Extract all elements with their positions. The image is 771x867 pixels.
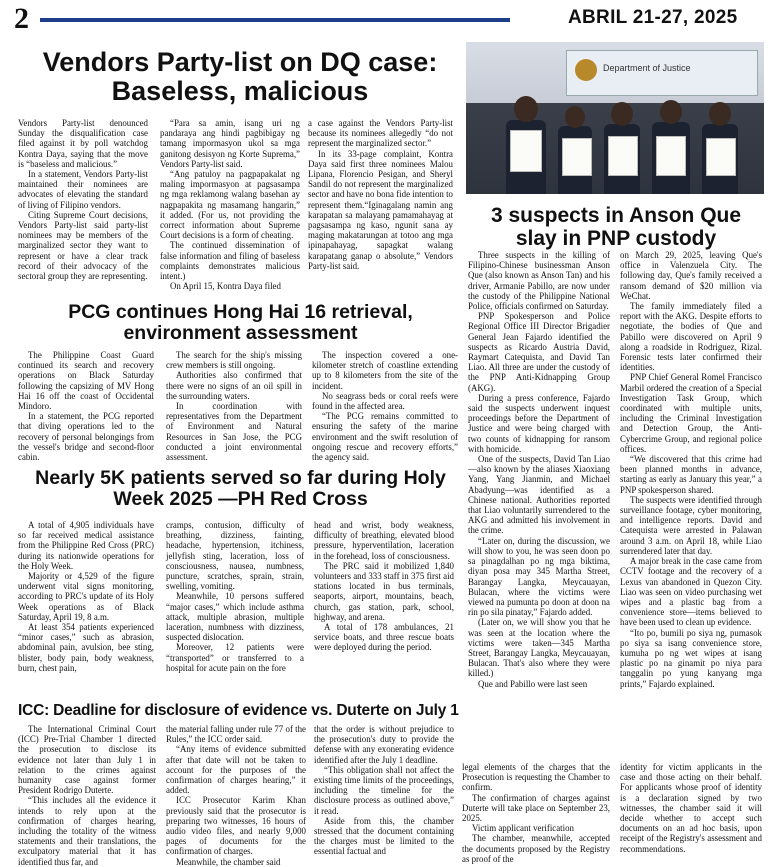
article-icc-col4 [462,762,610,864]
article-icc-col3 [314,724,454,857]
article-pcg-col2 [166,350,302,462]
banner-text: Department of Justice [603,63,691,73]
paragraph: The inspection covered a one-kilometer stretch of coastline extending up to 8 kilometers from the site of the incident. [312,350,458,391]
headline-red-cross: Nearly 5K patients served so far during Holy Week 2025 —PH Red Cross [35,467,446,510]
paragraph: “Later on, during the discussion, we will show to you, he was seen doon po sa pinagdalhan po ng mga biktima, diyan posa may 345 Martha Street, Barangay Langka, Meycauayan, Bulacan, where the victims were viewed na pumunta po doon at doon na rin po sila pinatay,” Fajardo added. [468,535,610,618]
paragraph: The suspects were identified through surveillance footage, cyber monitoring, and intelligence reports. David and Catequista were arrested in Palawan around 3 a.m. on April 18, while Liao surrendered later that day. [620,494,762,556]
paragraph: Citing Supreme Court decisions, Vendors Party-list said party-list nominees may be members of the marginalized sector they want to represent or have a clear track record of their advocacy of the sectoral group they are representing. [18,209,148,282]
certificate [608,136,638,176]
article-icc-col1 [18,724,156,867]
paragraph: The search for the ship's missing crew members is still ongoing. [166,350,302,371]
paragraph: “The PCG remains committed to ensuring the safety of the marine environment and the swift resolution of ongoing rescue and recovery efforts,” the agency said. [312,411,458,463]
article-red-cross-col1 [18,520,154,673]
paragraph: Majority or 4,529 of the figure underwent vital signs monitoring, according to PRC's update of its Holy Week operations as of Black Saturday, April 19, 8 a.m. [18,571,154,622]
paragraph: Authorities also confirmed that there were no signs of an oil spill in the surrounding waters. [166,370,302,401]
paragraph: The chamber, meanwhile, accepted the documents proposed by the Registry as proof of the [462,833,610,864]
headline-anson-que: 3 suspects in Anson Que slay in PNP custody [490,204,742,250]
paragraph: Aside from this, the chamber stressed that the document containing the charges must be limited to the essential factual and [314,815,454,857]
paragraph: At least 354 patients experienced “minor cases,” such as abrasion, abdominal pain, avulsion, bee sting, blister, body pain, body weakness, burn, chest pain, [18,622,154,673]
paragraph: The family immediately filed a report with the AKG. Despite efforts to negotiate, the bodies of Que and Pabillo were discovered on April 9 along a roadside in Rodriguez, Rizal. Forensic tests later confirmed their identities. [620,301,762,373]
issue-date: ABRIL 21-27, 2025 [568,7,738,28]
paragraph: The confirmation of charges against Duterte will take place on September 23, 2025. [462,792,610,824]
certificate [656,136,686,176]
certificate [510,130,542,172]
paragraph: Meanwhile, 10 persons suffered “major cases,” which include asthma attack, multiple abrasion, multiple laceration, numbness with dizziness, suspected dislocation. [166,591,304,643]
photo-banner [566,50,758,96]
paragraph: PNP Spokesperson and Police Regional Office III Director Brigadier General Jean Fajardo identified the suspects as Ricardo Austria David, Raymart Catequista, and David Tan Liao. All three are under the custody of the PNP Anti-Kidnapping Group (AKG). [468,311,610,393]
paragraph: PNP Chief General Romel Francisco Marbil ordered the creation of a Special Investigation Task Group, which coordinated with multiple units, including the Criminal Investigation and Detection Group, the Anti-Cybercrime Group, and regional police offices. [620,372,762,454]
subheading: Victim applicant verification [472,823,574,834]
paragraph: “This includes all the evidence it intends to rely upon at the confirmation of charges hearing, including the totality of the witness statements and their translations, the exculpatory material that it has identified thus far, and [18,795,156,867]
article-vendors-col3 [308,118,453,271]
paragraph: “This obligation shall not affect the existing time limits of the proceedings, including the timeline for the disclosure process as outlined above,” it read. [314,764,454,816]
paragraph: During a press conference, Fajardo said the suspects underwent inquest proceedings before the Department of Justice and were being charged with two counts of kidnapping for ransom with homicide. [468,392,610,454]
paragraph: In its 33-page complaint, Kontra Daya said first three nominees Malou Lipana, Florencio Pesigan, and Sheryl Sandil do not represent the marginalized sector and have no bona fide intention to represent them.“Iginagalang namin ang karapatan sa malayang pamamahayag at pagsasampa ng kaso, ngunit sana ay maging makatarungan at totoo ang mga ipinapahayag, sapagkat walang karapatang ganap o absolute,” Vendors Party-list said. [308,148,453,271]
paragraph: A total of 4,905 individuals have so far received medical assistance from the Philippine Red Cross (PRC) during its nationwide operations for the Holy Week. [18,520,154,571]
paragraph: “We discovered that this crime had been planned months in advance, starting as early as January this year,” a PNP spokesperson shared. [620,454,762,495]
paragraph: cramps, contusion, difficulty of breathing, dizziness, fainting, headache, hypertension, itchiness, jellyfish sting, laceration, loss of consciousness, nausea, numbness, puncture, scratches, sprain, strain, swelling, vomiting. [166,520,304,592]
page-number: 2 [14,2,29,35]
article-red-cross-col2 [166,520,304,673]
paragraph: In a statement, Vendors Party-list maintained their nominees are advocates of elevating the standard of living of Filipino vendors. [18,169,148,210]
paragraph: “Ito po, bumili po siya ng, pumasok po siya sa isang convenience store, kumuha po ng wet wipes at isang plastic po na ginamit po niya para tanggalin po yung kanyang mga prints,” Fajardo explained. [620,627,762,689]
paragraph: “Para sa amin, isang uri ng pandaraya ang hindi pagbibigay ng tamang impormasyon ukol sa mga ganitong desisyon ng Korte Suprema,” Vendors Party-list said. [160,118,300,169]
paragraph: Meanwhile, the chamber said [176,856,281,867]
paragraph: the material falling under rule 77 of the Rules,” the ICC order said. [166,724,306,745]
headline-pcg: PCG continues Hong Hai 16 retrieval, environment assessment [68,301,413,344]
paragraph: Moreover, 12 patients were “transported” or transferred to a hospital for acute pain on the fore [166,642,304,673]
article-vendors-col1 [18,118,148,281]
article-pcg-col3 [312,350,458,462]
paragraph: “Ang patuloy na pagpapakalat ng maling impormasyon at pagsasampa ng mga reklamong walang basehan ay nagpapakita ng masamang hangarin,” it added. (For us, not providing the correct information about Supreme Court decisions is a form of cheating. [160,169,300,241]
article-red-cross-col3 [314,520,454,653]
paragraph: A total of 178 ambulances, 21 service boats, and three rescue boats were deployed during the period. [314,622,454,653]
headline-vendors: Vendors Party-list on DQ case: Baseless, malicious [42,47,438,106]
paragraph: a case against the Vendors Party-list because its nominees allegedly “do not represent the marginalized sector.” [308,118,453,149]
article-anson-que-col2 [620,250,762,689]
article-vendors-col2 [160,118,300,291]
paragraph: In a statement, the PCG reported that diving operations led to the recovery of personal belongings from the vessel's bridge and second-floor cabin. [18,411,154,463]
paragraph: Three suspects in the killing of Filipino-Chinese businessman Anson Que (also known as Anson Tan) and his driver, Armanie Pabillo, are now under the custody of the Philippine National Police, officials confirmed on Saturday. [468,250,610,312]
article-pcg-col1 [18,350,154,462]
article-anson-que-col1 [468,250,610,689]
paragraph: “Any items of evidence submitted after that date will not be taken to account for the purposes of the confirmation of charges hearing,” it added. [166,744,306,796]
article-icc-col2 [166,724,306,867]
paragraph: on March 29, 2025, leaving Que's office in Valenzuela City. The following day, Que's family received a ransom demand of $20 million via WeChat. [620,250,762,301]
paragraph: In coordination with representatives from the Department of Environment and Natural Resources in San Jose, the PCG conducted a joint environmental assessment. [166,401,302,463]
certificate [562,138,592,176]
headline-icc: ICC: Deadline for disclosure of evidence vs. Duterte on July 1 [18,702,459,719]
certificate [706,138,736,176]
paragraph: No seagrass beds or coral reefs were found in the affected area. [312,390,458,412]
paragraph: The International Criminal Court (ICC) Pre-Trial Chamber 1 directed the prosecution to disclose its evidence not later than July 1 in relation to the crimes against humanity case against former President Rodrigo Duterte. [18,724,156,796]
paragraph: Que and Pabillo were last seen [478,678,588,689]
paragraph: (Later on, we will show you that he was seen at the location where the victims were taken—345 Martha Street, Barangay Langka, Meycauayan, Bulacan. That's also where they were killed.) [468,617,610,679]
paragraph: The Philippine Coast Guard continued its search and recovery operations on Black Saturday following the capsizing of MV Hong Hai 16 off the coast of Occidental Mindoro. [18,350,154,412]
paragraph: The continued dissemination of false information and filing of baseless complaints demonstrates malicious intent.) [160,240,300,282]
paragraph: that the order is without prejudice to the prosecution's duty to provide the defense with any exonerating evidence identified after the July 1 deadline. [314,724,454,765]
paragraph: legal elements of the charges that the Prosecution is requesting the Chamber to confirm. [462,762,610,793]
paragraph: The PRC said it mobilized 1,840 volunteers and 333 staff in 375 first aid stations located in bus terminals, seaports, airport, mountains, beach, church, gas station, park, school, highway, and arena. [314,560,454,622]
paragraph: identity for victim applicants in the case and those acting on their behalf. For applicants whose proof of identity is a declaration signed by two witnesses, the chamber said it will decide whether to accept such documents on an ad hoc basis, upon receipt of the Registry's assessment and recommendations. [620,762,762,854]
paragraph: A major break in the case came from CCTV footage and the recovery of a Lexus van abandoned in Quezon City. Liao was seen on video purchasing wet wipes and a plastic bag from a convenience store—items believed to have been used to clean up evidence. [620,556,762,628]
paragraph: ICC Prosecutor Karim Khan previously said that the prosecutor is preparing two witnesses, 16 hours of audio video files, and nearly 9,000 pages of documents for the confirmation of charges. [166,795,306,857]
news-photo [466,42,764,194]
paragraph: Vendors Party-list denounced Sunday the disqualification case filed against it by poll watchdog Kontra Daya, saying that the move is “baseless and malicious.” [18,118,148,169]
article-icc-col5 [620,762,762,854]
paragraph: head and wrist, body weakness, difficulty of breathing, elevated blood pressure, hyperventilation, laceration in the forehead, loss of consciousness. [314,520,454,561]
paragraph: On April 15, Kontra Daya filed [170,281,281,292]
header-rule [40,18,510,22]
paragraph: One of the suspects, David Tan Liao—also known by the aliases Xiaoxiang Yang, Yang Jianmin, and Michael Abadyung—was identified as a Chinese national. Authorities reported that Liao voluntarily surrendered to the AKG and admitted his involvement in the crime. [468,454,610,536]
